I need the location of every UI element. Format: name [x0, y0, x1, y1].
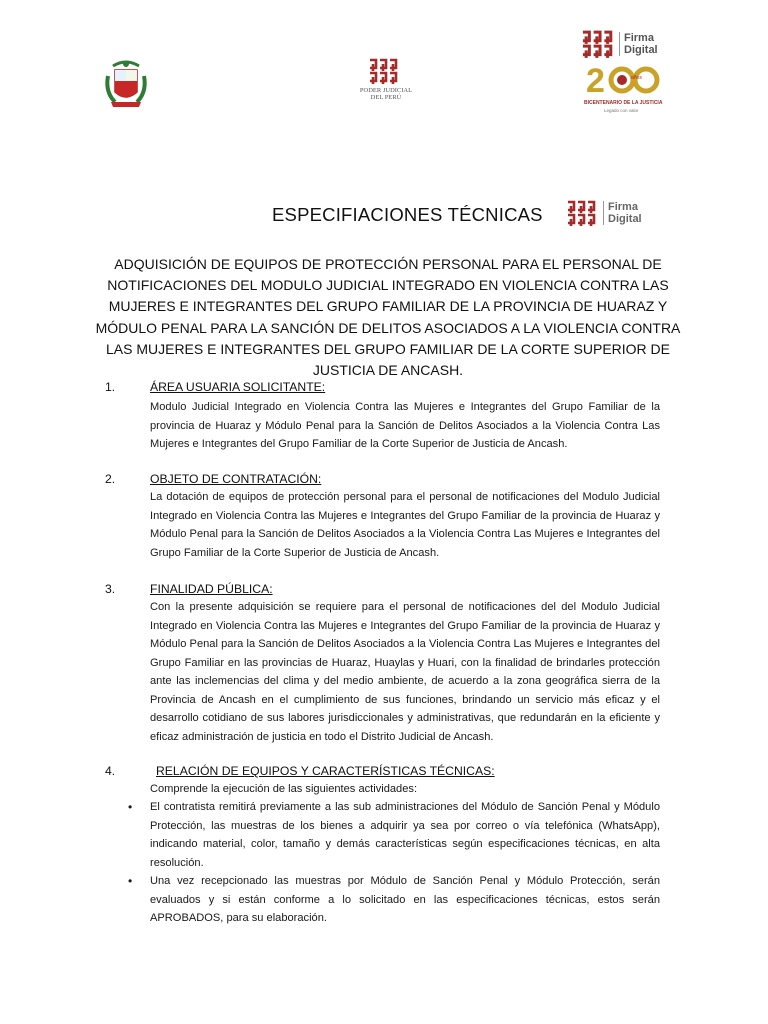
anos-text: años [631, 75, 642, 81]
list-item [128, 872, 660, 928]
section-number: 2. [105, 472, 116, 486]
section-heading: FINALIDAD PÚBLICA: [150, 582, 273, 596]
section-body: La dotación de equipos de protección personal para el personal de notificaciones del Modulo Judicial Integrado en Violencia Contra las Mujeres e Integrantes del Grupo Familiar de la provincia de Huaraz y Módulo Penal para la Sanción de Delitos Asociados a la Violencia Contra Las Mujeres e Integrantes del Grupo Familiar de la Corte Superior de Justicia de Ancash. [150, 491, 660, 559]
bullet-icon: • [128, 874, 133, 888]
section-number: 3. [105, 582, 116, 596]
list-item-text: Una vez recepcionado las muestras por Módulo de Sanción Penal y Módulo Protección, serán evaluados y si están conforme a lo solicitado en las especificaciones técnicas, estos serán APROBADOS, para su elaboración. [150, 875, 660, 924]
pj-symbol-icon [580, 30, 618, 60]
section-heading: ÁREA USUARIA SOLICITANTE: [150, 380, 326, 394]
activities-list [128, 798, 660, 928]
section-number: 4. [105, 764, 116, 778]
page-title: ESPECIFIACIONES TÉCNICAS [272, 204, 543, 225]
list-item-text: El contratista remitirá previamente a las sub administraciones del Módulo de Sanción Penal y Módulo Protección, las muestras de los bienes a adquirir ya sea por correo o vía telefónica (WhatsApp), indicando material, color, tamaño y demás características según especificaciones técnicas, en alta resolución. [150, 801, 660, 869]
bullet-icon: • [128, 800, 133, 814]
section-intro: Comprende la ejecución de las siguientes actividades: [150, 783, 418, 795]
poder-judicial-text: PODER JUDICIAL [359, 87, 413, 94]
section-body: Con la presente adquisición se requiere para el personal de notificaciones del del Modulo Judicial Integrado en Violencia Contra las Mujeres e Integrantes del Grupo Familiar de la provincia de Huaraz y Módulo Penal para la Sanción de Delitos Asociados a la Violencia Contra Las Mujeres e Integrantes del Grupo Familiar en las provincias de Huaraz, Huaylas y Huari, con la finalidad de brindarles protección ante las inclemencias del clima y del medio ambiente, de acuerdo a la zona geográfica sierra de la Provincia de Ancash en el cumplimiento de sus funciones, brindando un servicio más eficaz y el desarrollo cotidiano de sus labores jurisdiccionales y administrativas, que redundarán en la eficiente y eficaz administración de justicia en todo el Distrito Judicial de Ancash. [150, 601, 660, 743]
poder-judicial-logo [360, 58, 420, 118]
bicentenario-text: BICENTENARIO DE LA JUSTICIA [584, 100, 663, 106]
pj-symbol-icon [368, 58, 402, 86]
section-body: Modulo Judicial Integrado en Violencia Contra las Mujeres e Integrantes del Grupo Familiar de la provincia de Huaraz y Módulo Penal para la Sanción de Delitos Asociados a la Violencia Contra Las Mujeres e Integrantes del Grupo Familiar de la Corte Superior de Justicia de Ancash. [150, 401, 660, 450]
legado-text: Legado con valor [604, 108, 639, 113]
stamp-digital-text: Digital [608, 213, 642, 225]
list-item [128, 798, 660, 872]
section-heading: OBJETO DE CONTRATACIÓN: [150, 472, 322, 486]
firma-text: Firma [624, 32, 654, 44]
section-heading: RELACIÓN DE EQUIPOS Y CARACTERÍSTICAS TÉCNICAS: [156, 764, 495, 778]
del-peru-text: DEL PERÚ [370, 93, 402, 101]
peru-coat-of-arms-icon [103, 58, 149, 110]
firma-digital-bicentenario-logo [578, 30, 688, 122]
document-subtitle: ADQUISICIÓN DE EQUIPOS DE PROTECCIÓN PERSONAL PARA EL PERSONAL DE NOTIFICACIONES DEL MODULO JUDICIAL INTEGRADO EN VIOLENCIA CONTRA LAS MUJERES E INTEGRANTES DEL GRUPO FAMILIAR DE LA PROVINCIA DE HUARAZ Y MÓDULO PENAL PARA LA SANCIÓN DE DELITOS ASOCIADOS A LA VIOLENCIA CONTRA LAS MUJERES E INTEGRANTES DEL GRUPO FAMILIAR DE LA CORTE SUPERIOR DE JUSTICIA DE ANCASH. [95, 256, 681, 379]
200-years-icon [582, 60, 662, 98]
digital-text: Digital [624, 44, 658, 56]
pj-symbol-icon [566, 199, 600, 229]
svg-text:2: 2 [586, 62, 605, 98]
stamp-firma-text: Firma [608, 201, 638, 213]
firma-digital-stamp [566, 199, 646, 233]
section-number: 1. [105, 380, 116, 394]
